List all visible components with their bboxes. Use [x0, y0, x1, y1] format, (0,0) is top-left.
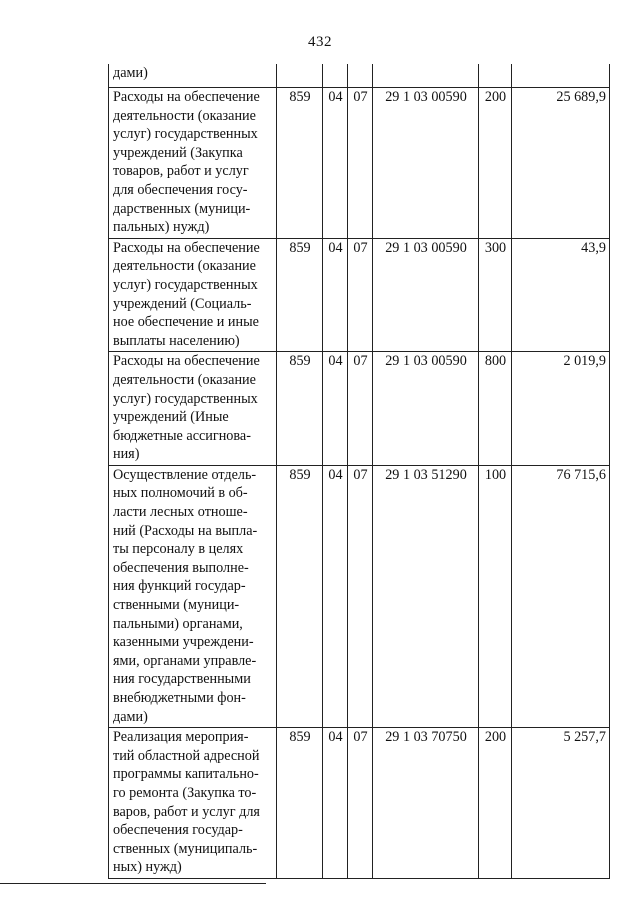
section-code	[323, 64, 348, 88]
table-row	[109, 64, 610, 88]
ministry-code: 859	[277, 88, 323, 239]
footnote-separator	[0, 883, 266, 884]
target-article-code: 29 1 03 00590	[373, 352, 479, 466]
amount-value: 25 689,9	[512, 88, 610, 239]
table-row	[109, 465, 610, 727]
amount-value: 5 257,7	[512, 728, 610, 879]
ministry-code: 859	[277, 728, 323, 879]
amount-value	[512, 64, 610, 88]
section-code: 04	[323, 465, 348, 727]
expense-type-code: 800	[479, 352, 512, 466]
section-code: 04	[323, 88, 348, 239]
target-article-code: 29 1 03 51290	[373, 465, 479, 727]
section-code: 04	[323, 238, 348, 352]
subsection-code: 07	[348, 728, 373, 879]
row-description: дами)	[109, 64, 277, 88]
subsection-code: 07	[348, 88, 373, 239]
ministry-code: 859	[277, 352, 323, 466]
expense-type-code: 300	[479, 238, 512, 352]
expense-type-code	[479, 64, 512, 88]
row-description: Расходы на обеспечение деятельности (оказание услуг) государственных учреждений (Иные бюджетные ассигнова- ния)	[109, 352, 277, 466]
row-description: Расходы на обеспечение деятельности (оказание услуг) государственных учреждений (Социаль- ное обеспечение и иные выплаты населению)	[109, 238, 277, 352]
ministry-code	[277, 64, 323, 88]
amount-value: 43,9	[512, 238, 610, 352]
table-row	[109, 238, 610, 352]
section-code: 04	[323, 728, 348, 879]
expense-type-code: 100	[479, 465, 512, 727]
amount-value: 2 019,9	[512, 352, 610, 466]
target-article-code: 29 1 03 00590	[373, 88, 479, 239]
section-code: 04	[323, 352, 348, 466]
subsection-code	[348, 64, 373, 88]
budget-table	[108, 64, 610, 879]
target-article-code: 29 1 03 00590	[373, 238, 479, 352]
amount-value: 76 715,6	[512, 465, 610, 727]
target-article-code: 29 1 03 70750	[373, 728, 479, 879]
target-article-code	[373, 64, 479, 88]
page-number: 432	[308, 34, 332, 50]
ministry-code: 859	[277, 465, 323, 727]
row-description: Реализация мероприя- тий областной адресной программы капитально- го ремонта (Закупка то- варов, работ и услуг для обеспечения государ- ственных (муниципаль- ных) нужд)	[109, 728, 277, 879]
expense-type-code: 200	[479, 728, 512, 879]
subsection-code: 07	[348, 352, 373, 466]
subsection-code: 07	[348, 238, 373, 352]
table-row	[109, 352, 610, 466]
table-row	[109, 728, 610, 879]
row-description: Расходы на обеспечение деятельности (оказание услуг) государственных учреждений (Закупка товаров, работ и услуг для обеспечения госу- дарственных (муници- пальных) нужд)	[109, 88, 277, 239]
row-description: Осуществление отдель- ных полномочий в об- ласти лесных отноше- ний (Расходы на выпла- ты персоналу в целях обеспечения выполне- ния функций государ- ственными (муници- пальными) органами, казенными учреждени- ями, органами управле- ния государственными внебюджетными фон- дами)	[109, 465, 277, 727]
ministry-code: 859	[277, 238, 323, 352]
table-row	[109, 88, 610, 239]
expense-type-code: 200	[479, 88, 512, 239]
subsection-code: 07	[348, 465, 373, 727]
